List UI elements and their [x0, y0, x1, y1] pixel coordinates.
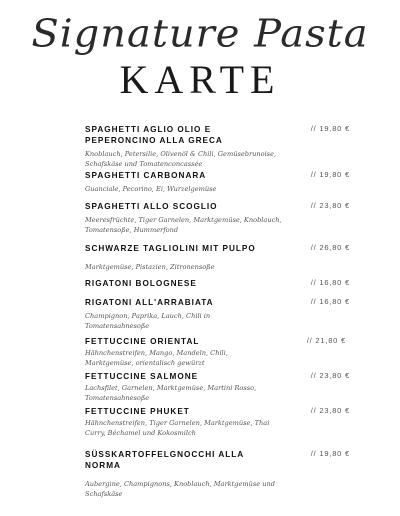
dish-price: // 23,80 €: [310, 371, 350, 380]
menu-item: [85, 406, 350, 438]
dish-price: // 19,80 €: [310, 124, 350, 133]
dish-description: Hähnchenstreifen, Mango, Mandeln, Chili, Marktgemüse, orientalisch gewürzt: [85, 349, 228, 367]
dish-name: FETTUCCINE PHUKET: [85, 407, 190, 416]
dish-description: Champignon, Paprika, Lauch, Chili in Tomatensahnesoße: [85, 312, 211, 330]
script-title: Signature Pasta: [31, 12, 369, 56]
dish-description: Meeresfrüchte, Tiger Garnelen, Marktgemüse, Knoblauch, Tomatensoße, Hummerfond: [85, 216, 282, 234]
dish-name: FETTUCCINE SALMONE: [85, 372, 199, 381]
dish-name: RIGATONI BOLOGNESE: [85, 279, 197, 288]
dish-name: FETTUCCINE ORIENTAL: [85, 337, 200, 346]
dish-price: // 16,80 €: [310, 278, 350, 287]
menu-item: [85, 201, 350, 235]
dish-description: Knoblauch, Petersilie, Olivenöl & Chili, Gemüsebrunoise, Schafskäse und Tomatenconcassée: [85, 150, 277, 168]
menu-item: [85, 449, 350, 499]
menu-item: [85, 278, 350, 289]
dish-name: SCHWARZE TAGLIOLINI MIT PULPO: [85, 244, 256, 253]
dish-description: Lachsfilet, Garnelen, Marktgemüse, Martini Rosso, Tomatensahnesoße: [85, 384, 257, 402]
menu-item: [85, 124, 350, 169]
menu-item: [85, 243, 350, 272]
dish-description: Marktgemüse, Pistazien, Zitronensoße: [85, 263, 215, 271]
dish-description: Aubergine, Champignons, Knoblauch, Marktgemüse und Schafskäse: [85, 480, 275, 498]
dish-name: SPAGHETTI CARBONARA: [85, 171, 207, 180]
dish-price: // 19,80 €: [310, 170, 350, 179]
menu-item: [85, 336, 350, 368]
dish-price: // 21,80 €: [306, 336, 346, 345]
menu-item: [85, 371, 350, 403]
dish-name: SPAGHETTI ALLO SCOGLIO: [85, 202, 218, 211]
dish-description: Guanciale, Pecorino, Ei, Wurzelgemüse: [85, 185, 217, 193]
menu-item: [85, 170, 350, 194]
menu-item: [85, 297, 350, 331]
dish-price: // 16,80 €: [310, 297, 350, 306]
dish-description: Hähnchenstreifen, Tiger Garnelen, Marktgemüse, Thai Curry, Béchamel und Kokosmilch: [85, 419, 270, 437]
dish-price: // 23,80 €: [310, 201, 350, 210]
dish-price: // 23,80 €: [310, 406, 350, 415]
dish-name: RIGATONI ALL'ARRABIATA: [85, 298, 214, 307]
dish-name: SPAGHETTI AGLIO OLIO E PEPERONCINO ALLA GRECA: [85, 125, 223, 145]
page-title: KARTE: [119, 57, 281, 102]
dish-price: // 19,80 €: [310, 449, 350, 458]
dish-name: SÜSSKARTOFFELGNOCCHI ALLA NORMA: [85, 450, 244, 470]
dish-price: // 26,80 €: [310, 243, 350, 252]
